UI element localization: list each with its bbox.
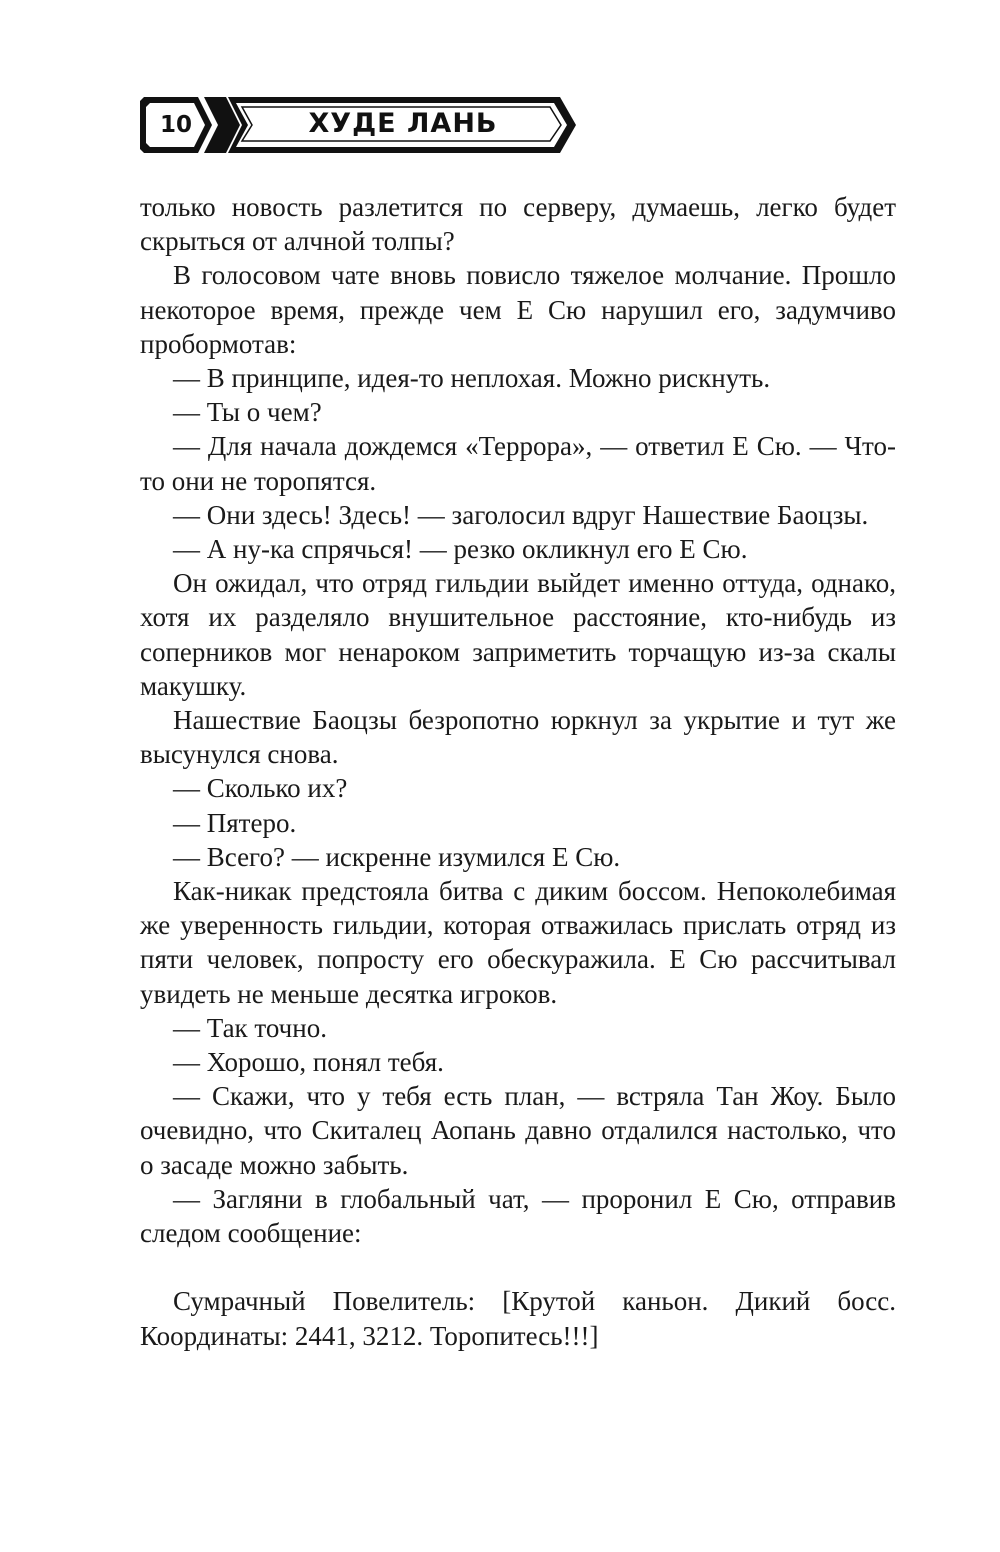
chat-message: Сумрачный Повелитель: [Крутой каньон. Дикий босс. Координаты: 2441, 3212. Торопитесь!!!]: [140, 1286, 896, 1351]
paragraph: только новость разлетится по серверу, думаешь, легко будет скрыться от алчной толпы?: [140, 192, 896, 257]
dialogue-line: — Так точно.: [173, 1012, 327, 1043]
dialogue-line: — А ну-ка спрячься! — резко окликнул его Е Сю.: [173, 534, 748, 565]
dialogue-line: — Хорошо, понял тебя.: [173, 1047, 444, 1078]
dialogue-line: — Ты о чем?: [173, 397, 322, 428]
dialogue-line: — В принципе, идея-то неплохая. Можно рискнуть.: [173, 363, 771, 394]
page-number: 10: [159, 112, 192, 138]
dialogue-line: — Загляни в глобальный чат, — проронил Е Сю, отправив следом сообщение:: [140, 1183, 896, 1249]
dialogue-line: — Они здесь! Здесь! — заголосил вдруг Нашествие Баоцзы.: [173, 499, 869, 530]
dialogue-line: — Скажи, что у тебя есть план, — встряла Тан Жоу. Было очевидно, что Скиталец Аопань давно отдалился настолько, что о засаде можно забыть.: [140, 1081, 896, 1180]
dialogue-line: — Всего? — искренне изумился Е Сю.: [173, 841, 621, 872]
paragraph: Нашествие Баоцзы безропотно юркнул за укрытие и тут же высунулся снова.: [140, 705, 896, 770]
dialogue-line: — Для начала дождемся «Террора», — ответил Е Сю. — Что-то они не торопятся.: [140, 431, 896, 496]
page-header: [138, 95, 578, 157]
paragraph: Как-никак предстояла битва с диким боссом. Непоколебимая же уверенность гильдии, которая отважилась прислать отряд из пяти человек, попросту его обескуражила. Е Сю рассчитывал увидеть не меньше десятка игроков.: [140, 876, 896, 1009]
paragraph: В голосовом чате вновь повисло тяжелое молчание. Прошло некоторое время, прежде чем Е Сю нарушил его, задумчиво пробормотав:: [140, 260, 896, 359]
paragraph: Он ожидал, что отряд гильдии выйдет именно оттуда, однако, хотя их разделяло внушительное расстояние, кто-нибудь из соперников мог ненароком заприметить торчащую из-за скалы макушку.: [140, 568, 896, 701]
dialogue-line: — Пятеро.: [173, 807, 297, 838]
running-title: ХУДЕ ЛАНЬ: [308, 108, 498, 139]
body-text: [140, 190, 896, 1353]
dialogue-line: — Сколько их?: [173, 773, 348, 804]
